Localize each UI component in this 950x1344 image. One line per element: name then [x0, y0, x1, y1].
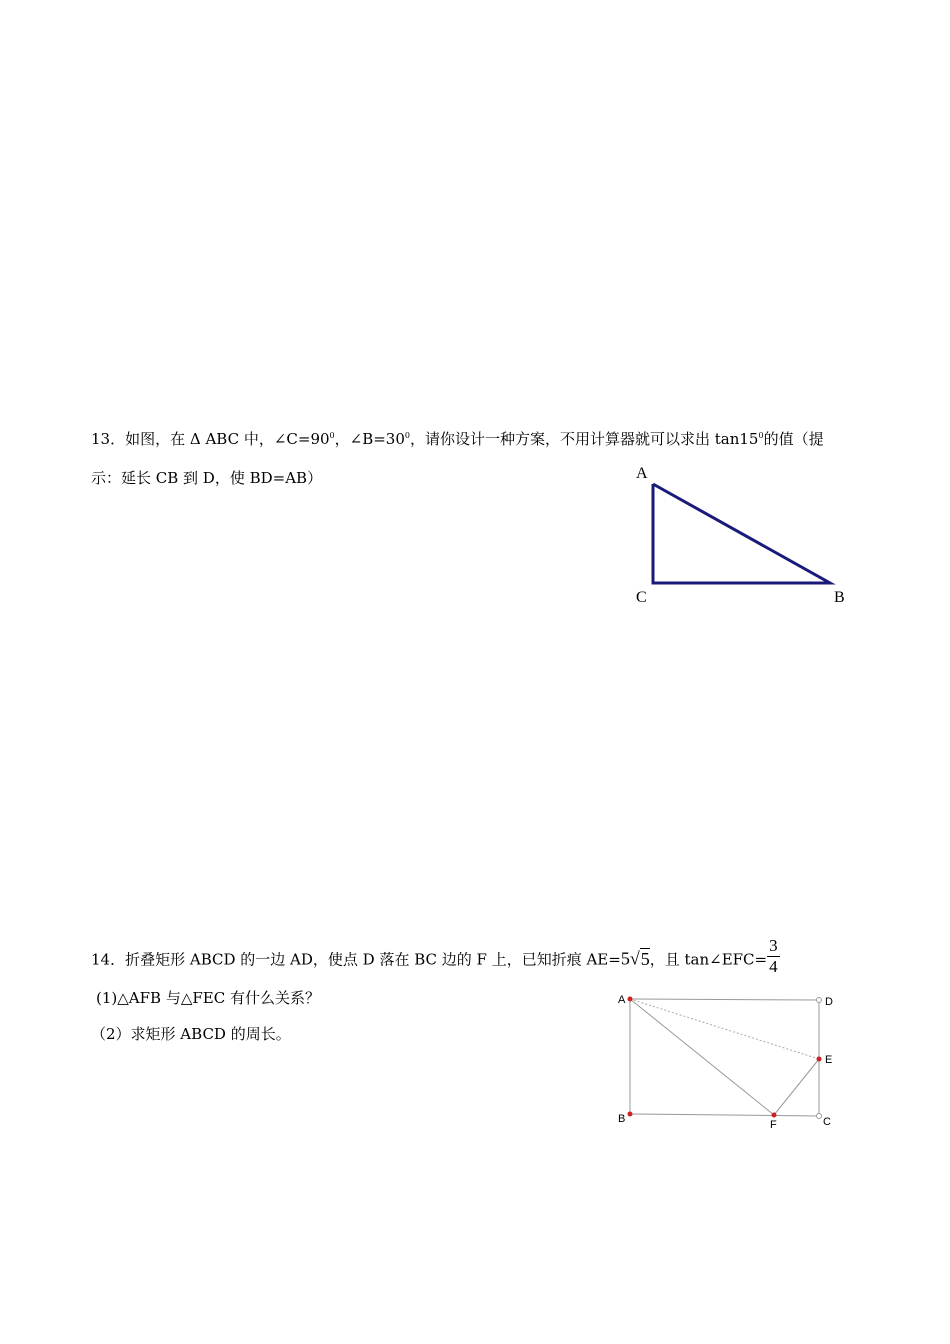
label-b: B — [834, 589, 845, 606]
point-b — [628, 1112, 633, 1117]
q13-line1 — [91, 426, 824, 449]
q14-part2-text: （2）求矩形 ABCD 的周长。 — [91, 1025, 291, 1043]
q13-hint: 示：延长 CB 到 D，使 BD=AB） — [91, 469, 323, 487]
point-f — [772, 1113, 777, 1118]
label-c: C — [636, 589, 647, 606]
label-d: D — [825, 996, 833, 1008]
label-c: C — [823, 1116, 831, 1128]
q13-sup-c: 0 — [758, 431, 764, 440]
fraction-numerator: 3 — [769, 936, 778, 955]
ae-radicand: 5 — [640, 948, 650, 969]
q14-part1-text: (1)△AFB 与△FEC 有什么关系？ — [96, 989, 320, 1007]
q14-part1 — [96, 988, 320, 1008]
label-f: F — [770, 1119, 777, 1131]
ae-coeff: 5 — [620, 948, 630, 969]
q13-text-d: 的值（提 — [763, 430, 824, 448]
point-d — [817, 998, 822, 1003]
ae-value: 5√5 — [620, 948, 650, 969]
fraction-denominator: 4 — [769, 957, 778, 976]
label-e: E — [825, 1054, 833, 1066]
q13-sup-a: 0 — [329, 431, 335, 440]
q13-triangle-figure — [620, 455, 860, 615]
label-a: A — [618, 994, 626, 1006]
q13-sup-b: 0 — [404, 431, 410, 440]
label-b: B — [618, 1113, 626, 1125]
segment-fe — [774, 1059, 819, 1115]
q13-line2 — [91, 468, 322, 488]
segment-af — [630, 999, 774, 1115]
triangle-abc — [653, 484, 830, 583]
crease-ae — [630, 999, 819, 1059]
q14-stem-mid: ，且 tan∠EFC= — [649, 950, 768, 969]
q13-text-a: 13．如图，在 Δ ABC 中，∠C=90 — [91, 430, 330, 448]
q14-rectangle-figure — [610, 985, 850, 1135]
tan-fraction — [767, 936, 780, 977]
point-c — [817, 1114, 822, 1119]
q14-stem-pre: 14．折叠矩形 ABCD 的一边 AD，使点 D 落在 BC 边的 F 上，已知折痕 AE= — [91, 950, 621, 969]
q14-stem — [91, 936, 780, 981]
point-a — [628, 997, 633, 1002]
q14-part2 — [91, 1024, 291, 1044]
label-a: A — [636, 465, 648, 482]
q13-text-c: ，请你设计一种方案，不用计算器就可以求出 tan15 — [409, 430, 759, 448]
rectangle-abcd — [630, 999, 819, 1116]
q13-text-b: ，∠B=30 — [334, 430, 405, 448]
point-e — [817, 1057, 822, 1062]
